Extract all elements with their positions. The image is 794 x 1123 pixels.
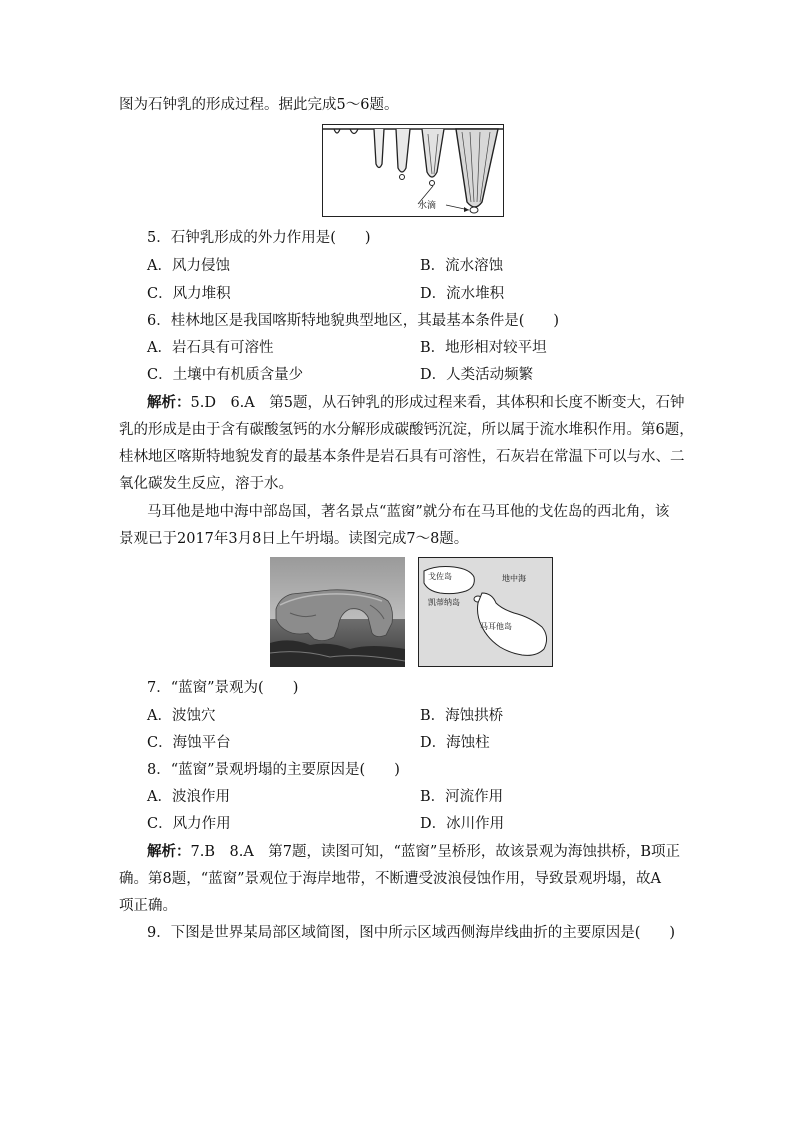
azure-window-photo bbox=[270, 557, 405, 667]
q8-stem: 8．“蓝窗”景观坍塌的主要原因是( ) bbox=[147, 762, 400, 778]
q5-option-c: C．风力堆积 bbox=[147, 286, 231, 302]
q8-option-d: D．冰川作用 bbox=[420, 816, 505, 832]
q7-option-d: D．海蚀柱 bbox=[420, 735, 490, 751]
answer-head: 解析： bbox=[147, 394, 191, 411]
q7-option-c: C．海蚀平台 bbox=[147, 735, 231, 751]
q8-option-c: C．风力作用 bbox=[147, 816, 231, 832]
intro-7-8-line2: 景观已于2017年3月8日上午坍塌。读图完成7～8题。 bbox=[119, 531, 469, 547]
intro-7-8-line1: 马耳他是地中海中部岛国，著名景点“蓝窗”就分布在马耳他的戈佐岛的西北角，该 bbox=[147, 504, 670, 520]
q5-option-d: D．流水堆积 bbox=[420, 286, 505, 302]
q7-option-b: B．海蚀拱桥 bbox=[420, 708, 504, 724]
answer-5-6-line3: 桂林地区喀斯特地貌发育的最基本条件是岩石具有可溶性，石灰岩在常温下可以与水、二 bbox=[119, 449, 685, 465]
q6-option-d: D．人类活动频繁 bbox=[420, 367, 534, 383]
q6-option-b: B．地形相对较平坦 bbox=[420, 340, 547, 356]
q5-stem: 5．石钟乳形成的外力作用是( ) bbox=[147, 230, 371, 246]
q9-stem: 9．下图是世界某局部区域简图，图中所示区域西侧海岸线曲折的主要原因是( ) bbox=[147, 925, 676, 941]
water-drop-label: 水滴 bbox=[418, 201, 437, 211]
q6-option-a: A．岩石具有可溶性 bbox=[147, 340, 274, 356]
intro-5-6: 图为石钟乳的形成过程。据此完成5～6题。 bbox=[119, 97, 399, 113]
q7-stem: 7．“蓝窗”景观为( ) bbox=[147, 680, 299, 696]
q5-option-b: B．流水溶蚀 bbox=[420, 258, 504, 274]
answer-text: 7.B 8.A 第7题，读图可知，“蓝窗”呈桥形，故该景观为海蚀拱桥，B项正 bbox=[190, 844, 680, 860]
q8-option-a: A．波浪作用 bbox=[147, 789, 230, 805]
gozo-label: 戈佐岛 bbox=[428, 572, 452, 581]
stalactite-figure bbox=[322, 124, 504, 217]
answer-5-6-line2: 乳的形成是由于含有碳酸氢钙的水分解形成碳酸钙沉淀，所以属于流水堆积作用。第6题， bbox=[119, 422, 694, 438]
answer-5-6-line1 bbox=[147, 393, 685, 413]
answer-head: 解析： bbox=[147, 843, 191, 860]
q7-option-a: A．波蚀穴 bbox=[147, 708, 216, 724]
answer-7-8-line3: 项正确。 bbox=[119, 898, 177, 914]
answer-text: 5.D 6.A 第5题，从石钟乳的形成过程来看，其体积和长度不断变大，石钟 bbox=[190, 395, 685, 411]
comino-label: 凯蒂纳岛 bbox=[428, 598, 460, 607]
q5-option-a: A．风力侵蚀 bbox=[147, 258, 230, 274]
q8-option-b: B．河流作用 bbox=[420, 789, 504, 805]
mediterranean-label: 地中海 bbox=[502, 574, 526, 583]
answer-5-6-line4: 氧化碳发生反应，溶于水。 bbox=[119, 476, 293, 492]
q6-option-c: C．土壤中有机质含量少 bbox=[147, 367, 304, 383]
malta-map bbox=[418, 557, 553, 667]
malta-island-label: 马耳他岛 bbox=[480, 622, 512, 631]
answer-7-8-line1 bbox=[147, 842, 680, 862]
answer-7-8-line2: 确。第8题，“蓝窗”景观位于海岸地带，不断遭受波浪侵蚀作用，导致景观坍塌，故A bbox=[119, 871, 662, 887]
q6-stem: 6．桂林地区是我国喀斯特地貌典型地区，其最基本条件是( ) bbox=[147, 313, 560, 329]
